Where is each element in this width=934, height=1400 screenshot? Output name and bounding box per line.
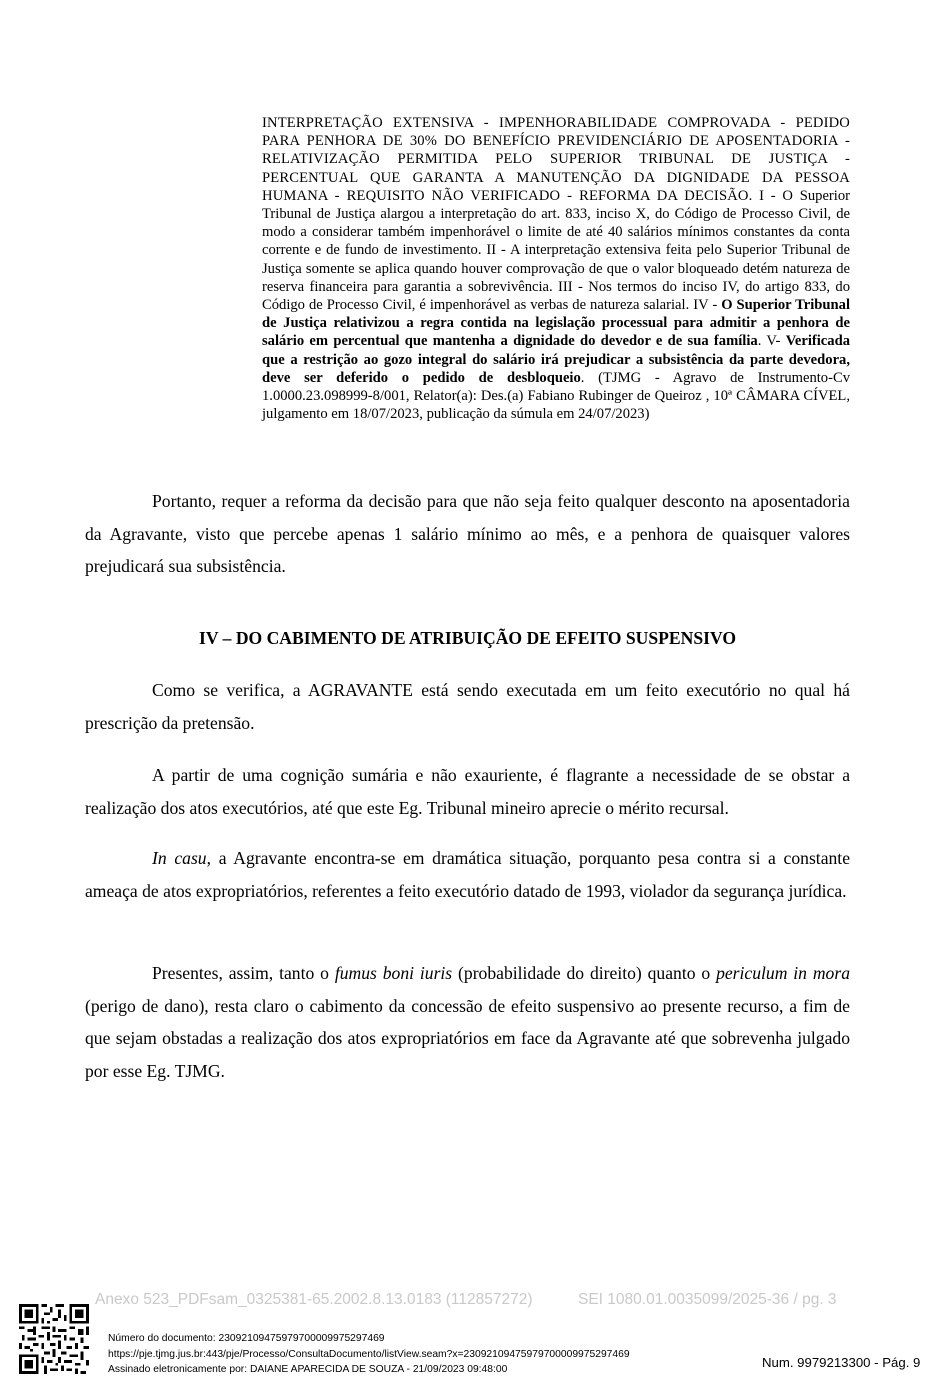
- paragraph-presentes: [85, 957, 850, 1087]
- paragraph-conclusion: Portanto, requer a reforma da decisão para que não seja feito qualquer desconto na aposentadoria da Agravante, visto que percebe apenas 1 salário mínimo ao mês, e a penhora de quaisquer valores prejudicará sua subsistência.: [85, 491, 850, 577]
- latin-term: periculum in mora: [716, 963, 850, 983]
- quote-bold-text: Verificada que a restrição ao gozo integral do salário irá prejudicar a subsistência da parte devedora, deve ser deferido o pedido de desbloqueio: [262, 333, 850, 386]
- quote-citation: . (TJMG - Agravo de Instrumento-Cv 1.0000.23.098999-8/001, Relator(a): Des.(a) Fabiano Rubinger de Queiroz , 10ª CÂMARA CÍVEL, julgamento em 18/07/2023, publicação da súmula em 24/07/2023): [262, 369, 850, 423]
- paragraph-text: Presentes, assim, tanto o: [152, 963, 335, 983]
- paragraph-text: (perigo de dano), resta claro o cabimento da concessão de efeito suspensivo ao presente recurso, a fim de que sejam obstadas a realização dos atos expropriatórios em face da Agravante até que sobrevenha julgado por esse Eg. TJMG.: [85, 995, 850, 1081]
- watermark-sei: SEI 1080.01.0035099/2025-36 / pg. 3: [578, 1291, 837, 1308]
- signature-metadata: [108, 1331, 630, 1378]
- page-number: Num. 9979213300 - Pág. 9: [762, 1355, 921, 1370]
- latin-term: fumus boni iuris: [334, 963, 453, 983]
- quote-bold-text: O Superior Tribunal de Justiça relativizou a regra contida na legislação processual para admitir a penhora de salário em percentual que mantenha a dignidade do devedor e de sua família: [262, 297, 850, 350]
- quote-headnote: INTERPRETAÇÃO EXTENSIVA - IMPENHORABILIDADE COMPROVADA - PEDIDO PARA PENHORA DE 30% DO BENEFÍCIO PREVIDENCIÁRIO DE APOSENTADORIA - RELATIVIZAÇÃO PERMITIDA PELO SUPERIOR TRIBUNAL DE JUSTIÇA - PERCENTUAL QUE GARANTA A MANUTENÇÃO DA DIGNIDADE DA PESSOA HUMANA - REQUISITO NÃO VERIFICADO - REFORMA DA DECISÃO.: [262, 115, 850, 204]
- watermark-annex: Anexo 523_PDFsam_0325381-65.2002.8.13.0183 (112857272): [95, 1291, 533, 1308]
- latin-term: In casu: [152, 848, 207, 868]
- paragraph-text: , a Agravante encontra-se em dramática situação, porquanto pesa contra si a constante ameaça de atos expropriatórios, referentes a feito executório datado de 1993, violador da segurança jurídica.: [85, 848, 850, 901]
- quote-text: I - O Superior Tribunal de Justiça alargou a interpretação do art. 833, inciso X, do Código de Processo Civil, de modo a considerar também impenhorável o limite de até 40 salários mínimos constantes da conta corrente e de fundo de investimento. II - A interpretação extensiva feita pelo Superior Tribunal de Justiça somente se aplica quando houver comprovação de que o valor bloqueado detém natureza de reserva financeira para garantia a sobrevivência. III - Nos termos do inciso IV, do artigo 833, do Código de Processo Civil, é impenhorável as verbas de natureza salarial. IV -: [262, 187, 850, 314]
- signed-by: Assinado eletronicamente por: DAIANE APARECIDA DE SOUZA - 21/09/2023 09:48:00: [108, 1364, 508, 1375]
- quote-text: . V-: [757, 333, 786, 350]
- section-heading: IV – DO CABIMENTO DE ATRIBUIÇÃO DE EFEITO SUSPENSIVO: [198, 628, 737, 648]
- qr-code-icon: [19, 1304, 89, 1374]
- paragraph-verifica: Como se verifica, a AGRAVANTE está sendo executada em um feito executório no qual há prescrição da pretensão.: [85, 680, 850, 733]
- document-url: https://pje.tjmg.jus.br:443/pje/Processo/ConsultaDocumento/listView.seam?x=23092109475979700009975297469: [108, 1348, 630, 1360]
- paragraph-in-casu: [85, 842, 850, 907]
- paragraph-cognicao: A partir de uma cognição sumária e não exauriente, é flagrante a necessidade de se obstar a realização dos atos executórios, até que este Eg. Tribunal mineiro aprecie o mérito recursal.: [85, 765, 850, 818]
- document-number: Número do documento: 23092109475979700009975297469: [108, 1333, 385, 1344]
- jurisprudence-quote: [262, 114, 850, 423]
- footer-watermark: [95, 1291, 855, 1309]
- paragraph-text: (probabilidade do direito) quanto o: [452, 963, 717, 983]
